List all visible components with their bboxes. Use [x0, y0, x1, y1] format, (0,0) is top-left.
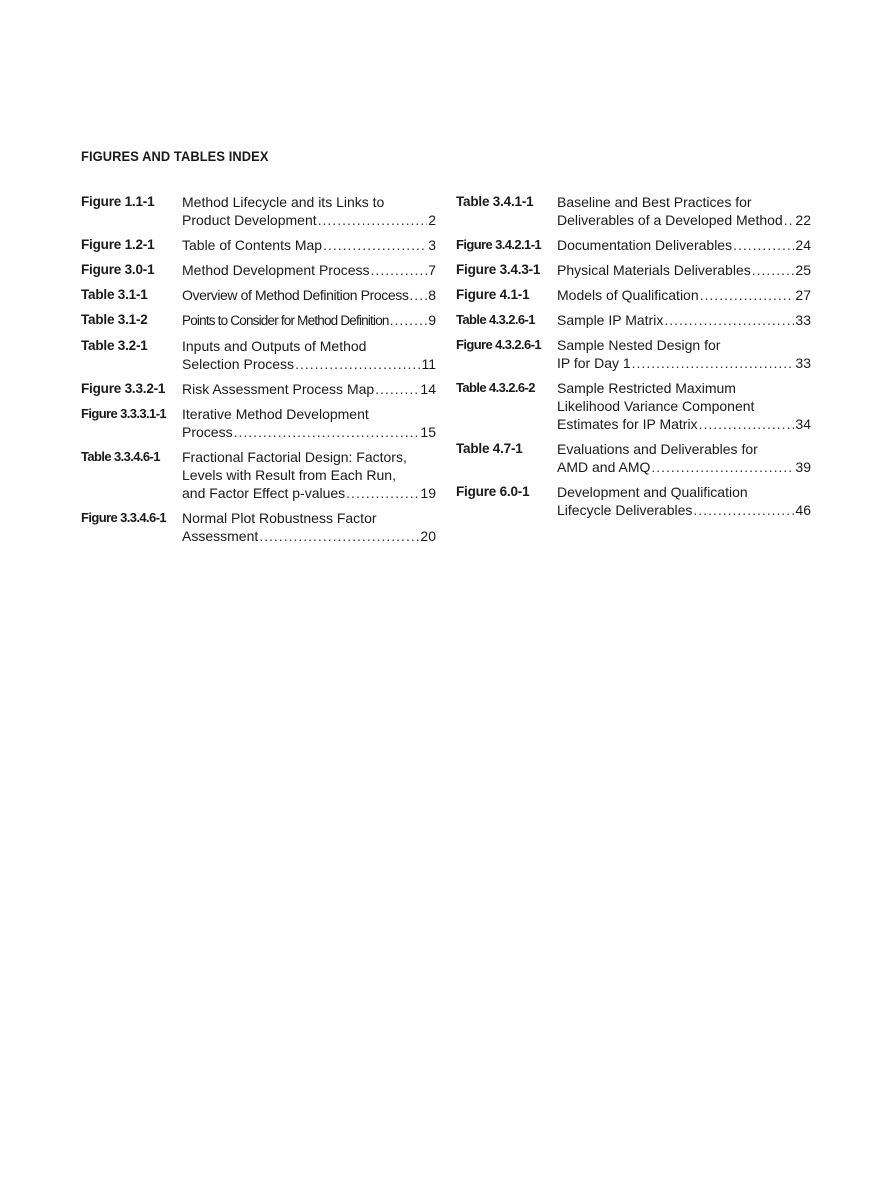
entry-line: Sample Nested Design for [557, 337, 721, 353]
page-number: 22 [795, 212, 811, 228]
leader-dots [318, 211, 428, 229]
entry-line [182, 380, 436, 398]
entry-text: IP for Day 1 [557, 355, 631, 371]
leader-dots [346, 484, 419, 502]
entry-description [557, 379, 811, 433]
index-entry [81, 236, 436, 254]
entry-line: Evaluations and Deliverables for [557, 441, 758, 457]
entry-line [557, 458, 811, 476]
entry-label: Figure 6.0-1 [456, 484, 530, 499]
index-entry [456, 311, 811, 329]
entry-description [557, 336, 811, 372]
entry-label: Figure 3.3.2-1 [81, 381, 166, 396]
entry-line [182, 286, 436, 304]
entry-line: Inputs and Outputs of Method [182, 338, 367, 354]
index-column-left [81, 193, 436, 552]
entry-text: Sample IP Matrix [557, 312, 664, 328]
entry-label: Figure 3.4.3-1 [456, 262, 541, 277]
page-number: 20 [420, 528, 436, 544]
leader-dots [390, 311, 428, 329]
page-number: 15 [420, 424, 436, 440]
entry-description [182, 380, 436, 398]
page-number: 11 [421, 356, 436, 372]
entry-label: Figure 3.3.4.6-1 [81, 510, 167, 525]
page-number: 8 [428, 287, 436, 303]
entry-label: Table 4.7-1 [456, 441, 523, 456]
entry-line: Fractional Factorial Design: Factors, [182, 449, 407, 465]
entry-text: and Factor Effect p-values [182, 485, 346, 501]
entry-line [557, 311, 811, 329]
entry-label: Figure 3.0-1 [81, 262, 155, 277]
entry-text: Deliverables of a Developed Method [557, 212, 783, 228]
entry-text: Method Development Process [182, 262, 370, 278]
entry-label: Figure 1.2-1 [81, 237, 155, 252]
entry-line [182, 355, 436, 373]
index-column-right [456, 193, 811, 526]
entry-label: Table 3.1-1 [81, 287, 148, 302]
index-entry [456, 193, 811, 229]
leader-dots [693, 501, 794, 519]
entry-description [557, 286, 811, 304]
entry-label: Table 3.2-1 [81, 338, 148, 353]
entry-line [557, 211, 811, 229]
entry-description [182, 193, 436, 229]
page-number: 33 [795, 312, 811, 328]
index-entry [81, 448, 436, 502]
entry-text: Table of Contents Map [182, 237, 323, 253]
index-entry [81, 311, 436, 330]
entry-line [557, 286, 811, 304]
entry-text: Risk Assessment Process Map [182, 381, 375, 397]
leader-dots [784, 211, 795, 229]
entry-text: AMD and AMQ [557, 459, 651, 475]
entry-description [182, 337, 436, 373]
entry-label: Figure 4.3.2.6-1 [456, 337, 542, 352]
entry-description [557, 311, 811, 329]
entry-label: Table 4.3.2.6-2 [456, 380, 535, 395]
entry-text: Models of Qualification [557, 287, 699, 303]
entry-description [557, 261, 811, 279]
index-entry [81, 380, 436, 398]
entry-label: Table 3.4.1-1 [456, 194, 534, 209]
entry-text: Lifecycle Deliverables [557, 502, 693, 518]
entry-description [182, 448, 436, 502]
page-number: 3 [428, 237, 436, 253]
index-entry [81, 405, 436, 441]
page-number: 27 [795, 287, 811, 303]
entry-line [182, 261, 436, 279]
entry-line: Baseline and Best Practices for [557, 194, 752, 210]
entry-description [182, 311, 436, 330]
entry-line [182, 423, 436, 441]
leader-dots [375, 380, 419, 398]
leader-dots [651, 458, 794, 476]
entry-text: Product Development [182, 212, 317, 228]
page-number: 7 [428, 262, 436, 278]
entry-description [182, 236, 436, 254]
index-title: FIGURES AND TABLES INDEX [81, 148, 269, 164]
entry-text: Process [182, 424, 233, 440]
entry-text: Estimates for IP Matrix [557, 416, 698, 432]
entry-line: Development and Qualification [557, 484, 748, 500]
leader-dots [632, 354, 795, 372]
page-number: 25 [795, 262, 811, 278]
entry-text: Points to Consider for Method Definition [182, 313, 389, 328]
entry-line [182, 211, 436, 229]
entry-line: Likelihood Variance Component [557, 398, 755, 414]
entry-description [557, 440, 811, 476]
leader-dots [699, 415, 795, 433]
page-number: 46 [795, 502, 811, 518]
entry-description [182, 405, 436, 441]
entry-description [182, 509, 436, 545]
entry-label: Table 3.1-2 [81, 312, 148, 327]
page-number: 39 [795, 459, 811, 475]
page-number: 9 [428, 312, 436, 328]
entry-line [557, 501, 811, 519]
leader-dots [733, 236, 794, 254]
entry-text: Physical Materials Deliverables [557, 262, 751, 278]
entry-description [557, 193, 811, 229]
entry-text: Documentation Deliverables [557, 237, 733, 253]
entry-label: Figure 3.3.3.1-1 [81, 406, 167, 421]
page-number: 34 [795, 416, 811, 432]
index-entry [456, 261, 811, 279]
page-number: 14 [420, 381, 436, 397]
page-number: 33 [795, 355, 811, 371]
entry-line: Sample Restricted Maximum [557, 380, 736, 396]
index-entry [81, 286, 436, 304]
entry-description [557, 236, 811, 254]
entry-line: Levels with Result from Each Run, [182, 467, 396, 483]
entry-label: Table 3.3.4.6-1 [81, 449, 160, 464]
entry-text: Overview of Method Definition Process [182, 287, 409, 303]
entry-line [182, 527, 436, 545]
entry-label: Table 4.3.2.6-1 [456, 312, 535, 327]
leader-dots [664, 311, 794, 329]
entry-line [557, 415, 811, 433]
leader-dots [234, 423, 420, 441]
page-number: 24 [795, 237, 811, 253]
page-number: 19 [420, 485, 436, 501]
leader-dots [323, 236, 427, 254]
entry-label: Figure 3.4.2.1-1 [456, 237, 542, 252]
entry-line [182, 484, 436, 502]
index-entry [456, 236, 811, 254]
leader-dots [259, 527, 419, 545]
entry-line [557, 261, 811, 279]
index-entry [456, 483, 811, 519]
leader-dots [700, 286, 795, 304]
leader-dots [409, 286, 427, 304]
index-entry [81, 261, 436, 279]
index-entry [456, 336, 811, 372]
index-entry [81, 337, 436, 373]
entry-label: Figure 4.1-1 [456, 287, 530, 302]
leader-dots [295, 355, 420, 373]
entry-line [557, 236, 811, 254]
entry-text: Selection Process [182, 356, 295, 372]
entry-label: Figure 1.1-1 [81, 194, 155, 209]
entry-description [182, 261, 436, 279]
entry-line: Iterative Method Development [182, 406, 369, 422]
index-entry [456, 286, 811, 304]
entry-description [557, 483, 811, 519]
index-entry [81, 193, 436, 229]
leader-dots [371, 261, 428, 279]
entry-line: Method Lifecycle and its Links to [182, 194, 385, 210]
entry-text: Assessment [182, 528, 259, 544]
entry-line [182, 311, 436, 330]
entry-line [557, 354, 811, 372]
entry-line [182, 236, 436, 254]
entry-description [182, 286, 436, 304]
page-number: 2 [428, 212, 436, 228]
index-entry [456, 379, 811, 433]
entry-line: Normal Plot Robustness Factor [182, 510, 377, 526]
leader-dots [752, 261, 795, 279]
index-entry [456, 440, 811, 476]
index-entry [81, 509, 436, 545]
